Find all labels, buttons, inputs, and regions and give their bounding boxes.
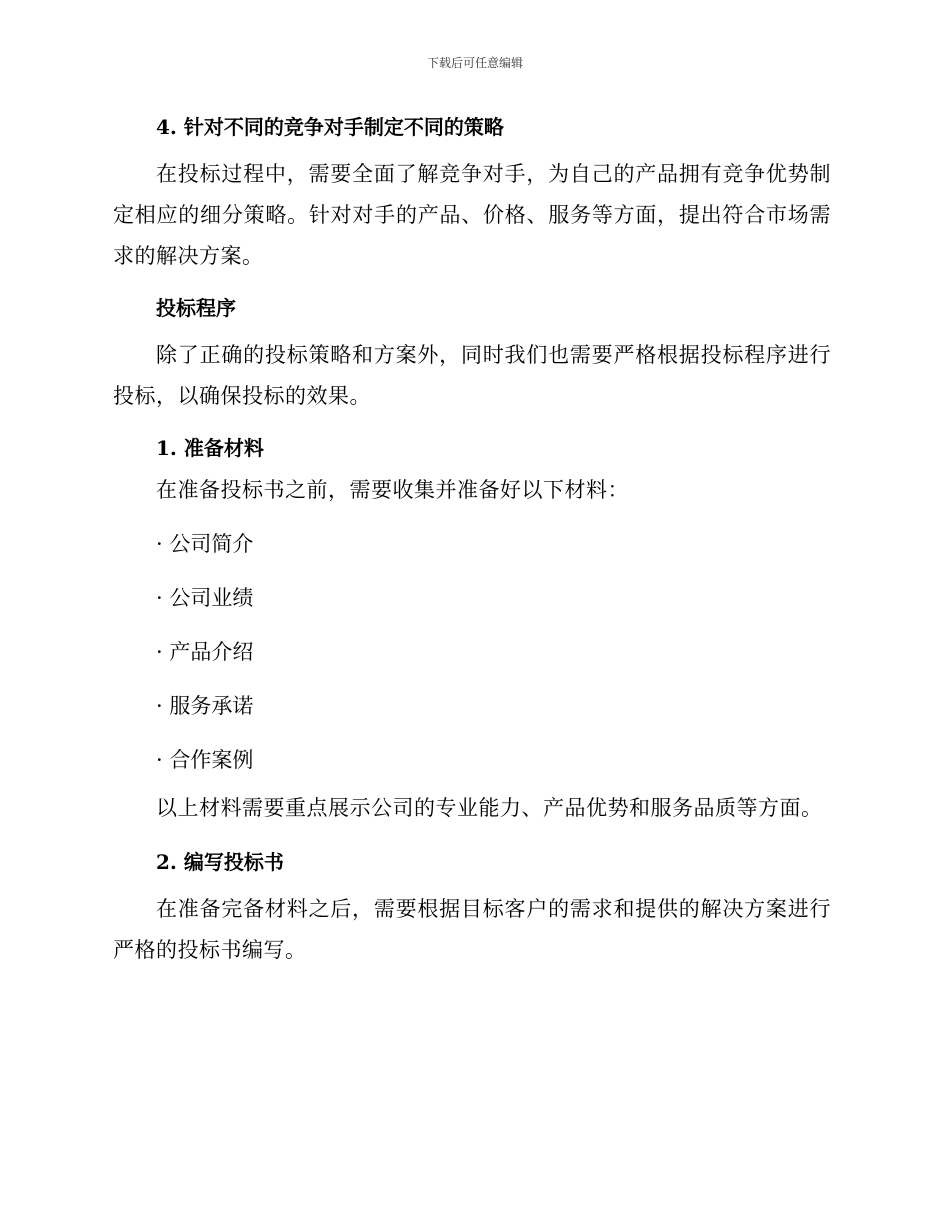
section-heading-write-bid: 2. 编写投标书 [156,850,284,874]
document-body [113,112,831,971]
paragraph-prepare-intro: 在准备投标书之前，需要收集并准备好以下材料： [156,478,629,502]
paragraph-write-bid: 在准备完备材料之后，需要根据目标客户的需求和提供的解决方案进行严格的投标书编写。 [113,897,831,962]
paragraph-bidding-procedure: 除了正确的投标策略和方案外，同时我们也需要严格根据投标程序进行投标，以确保投标的效果。 [113,343,831,408]
paragraph-competitor-strategy: 在投标过程中，需要全面了解竞争对手，为自己的产品拥有竞争优势制定相应的细分策略。针对对手的产品、价格、服务等方面，提出符合市场需求的解决方案。 [113,162,831,268]
list-item: · 产品介绍 [156,640,254,664]
section-heading-bidding-procedure: 投标程序 [156,296,236,320]
section-heading-competitor-strategy: 4. 针对不同的竞争对手制定不同的策略 [156,115,504,139]
paragraph-prepare-summary: 以上材料需要重点展示公司的专业能力、产品优势和服务品质等方面。 [156,796,823,820]
section-heading-prepare-materials: 1. 准备材料 [156,436,264,460]
list-item: · 服务承诺 [156,694,254,718]
list-item: · 公司简介 [156,532,254,556]
list-item: · 公司业绩 [156,586,254,610]
header-note: 下载后可任意编辑 [426,56,523,70]
list-item: · 合作案例 [156,748,254,772]
